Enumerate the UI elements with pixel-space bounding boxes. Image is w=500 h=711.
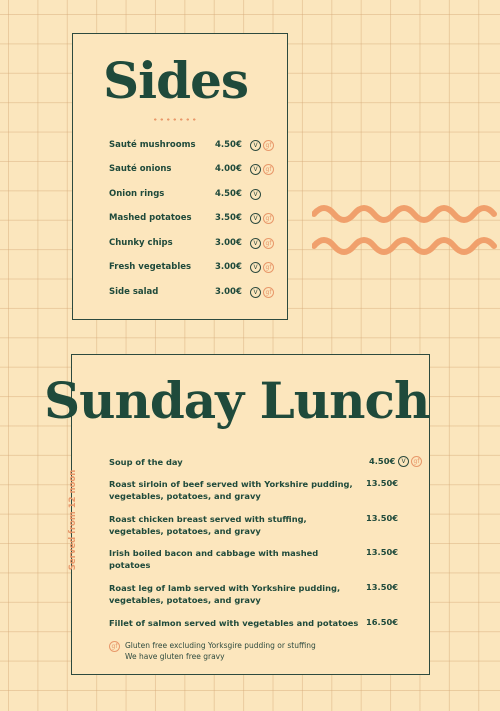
diet-badges — [250, 140, 274, 151]
decorative-waves — [312, 200, 500, 264]
diet-badges — [250, 189, 261, 200]
side-item-price: 3.50€ — [215, 213, 242, 223]
lunch-item-price: 13.50€ — [366, 478, 399, 488]
side-item-name: Chunky chips — [109, 238, 173, 248]
gluten-free-note: Gluten free excluding Yorksgire pudding or stuffing — [125, 641, 316, 650]
sunday-lunch-title: Sunday Lunch — [44, 371, 430, 430]
gluten-free-icon: gf — [263, 164, 274, 175]
side-item-name: Fresh vegetables — [109, 262, 192, 272]
side-item-name: Side salad — [109, 287, 159, 297]
diet-badges — [250, 287, 274, 298]
lunch-item-name: Roast leg of lamb served with Yorkshire pudding, vegetables, potatoes, and gravy — [109, 583, 341, 605]
side-item-price: 3.00€ — [215, 287, 242, 297]
side-item-price: 4.50€ — [215, 189, 242, 199]
lunch-item-name: Irish boiled bacon and cabbage with mashed potatoes — [109, 548, 319, 570]
diet-badges — [250, 164, 274, 175]
side-item-name: Onion rings — [109, 189, 165, 199]
side-item-price: 3.00€ — [215, 262, 242, 272]
lunch-item-price: 4.50€ — [369, 456, 396, 466]
served-from-label: Served from 12 noon — [68, 469, 78, 571]
vegetarian-icon: V — [250, 140, 261, 151]
gravy-note: We have gluten free gravy — [125, 652, 225, 661]
diet-badges — [250, 238, 274, 249]
vegetarian-icon: V — [250, 262, 261, 273]
lunch-item-name: Roast sirloin of beef served with Yorkshire pudding, vegetables, potatoes, and gravy — [109, 479, 353, 501]
gluten-free-icon: gf — [263, 140, 274, 151]
side-item-name: Sauté mushrooms — [109, 140, 196, 150]
side-item-price: 4.00€ — [215, 164, 242, 174]
diet-badges — [398, 456, 422, 467]
vegetarian-icon: V — [250, 189, 261, 200]
lunch-item-name: Roast chicken breast served with stuffing, vegetables, potatoes, and gravy — [109, 514, 307, 536]
lunch-item-price: 13.50€ — [366, 547, 399, 557]
side-item-price: 4.50€ — [215, 140, 242, 150]
vegetarian-icon: V — [250, 164, 261, 175]
lunch-item-name: Soup of the day — [109, 457, 183, 467]
side-item-name: Mashed potatoes — [109, 213, 192, 223]
gluten-free-icon: gf — [411, 456, 422, 467]
vegetarian-icon: V — [250, 238, 261, 249]
side-item-price: 3.00€ — [215, 238, 242, 248]
gluten-free-icon: gf — [263, 262, 274, 273]
gluten-free-icon: gf — [263, 238, 274, 249]
side-item-name: Sauté onions — [109, 164, 172, 174]
lunch-item-price: 13.50€ — [366, 513, 399, 523]
diet-badges — [250, 213, 274, 224]
lunch-item-price: 16.50€ — [366, 617, 399, 627]
lunch-item-name: Fillet of salmon served with vegetables and potatoes — [109, 618, 359, 628]
sides-title: Sides — [103, 51, 249, 110]
diet-badges — [250, 262, 274, 273]
gluten-free-icon: gf — [109, 641, 120, 652]
vegetarian-icon: V — [398, 456, 409, 467]
vegetarian-icon: V — [250, 287, 261, 298]
lunch-item-price: 13.50€ — [366, 582, 399, 592]
title-divider-dots — [152, 118, 198, 121]
gluten-free-icon: gf — [263, 213, 274, 224]
gluten-free-icon: gf — [263, 287, 274, 298]
vegetarian-icon: V — [250, 213, 261, 224]
